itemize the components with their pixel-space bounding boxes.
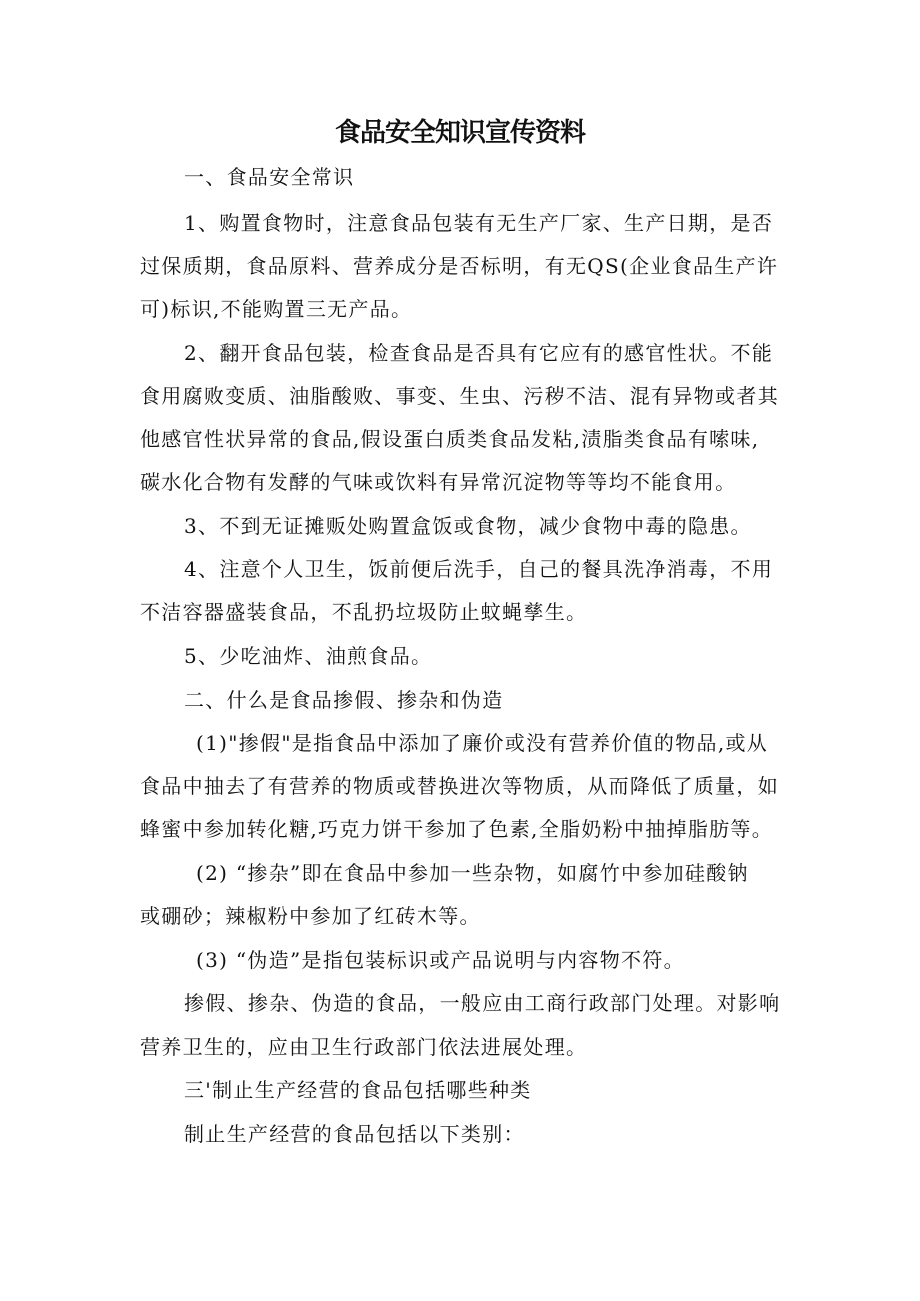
paragraph-line: 制止生产经营的食品包括以下类别：	[184, 1122, 525, 1146]
paragraph-line: 5、少吃油炸、油煎食品。	[184, 644, 433, 668]
paragraph-line: 蜂蜜中参加转化糖,巧克力饼干参加了色素,全脂奶粉中抽掉脂肪等。	[140, 817, 774, 841]
paragraph-line: 食品中抽去了有营养的物质或替换进次等物质，从而降低了质量，如	[140, 774, 779, 798]
paragraph-line: 过保质期，食品原料、营养成分是否标明，有无QS(企业食品生产许	[140, 254, 779, 278]
paragraph-line: (2) “掺杂”即在食品中参加一些杂物，如腐竹中参加硅酸钠	[196, 861, 749, 885]
section-heading-2: 二、什么是食品掺假、掺杂和伪造	[184, 688, 504, 712]
paragraph-line: 不洁容器盛装食品，不乱扔垃圾防止蚊蝇孳生。	[140, 600, 588, 624]
paragraph-line: 碳水化合物有发酵的气味或饮料有异常沉淀物等等均不能食用。	[140, 470, 737, 494]
paragraph-line: 4、注意个人卫生，饭前便后洗手，自己的餐具洗净消毒，不用	[184, 557, 774, 581]
paragraph-line: 营养卫生的，应由卫生行政部门依法进展处理。	[140, 1035, 588, 1059]
section-heading-1: 一、食品安全常识	[184, 165, 355, 189]
paragraph-line: 1、购置食物时，注意食品包装有无生产厂家、生产日期，是否	[184, 211, 774, 235]
paragraph-line: 掺假、掺杂、伪造的食品，一般应由工商行政部门处理。对影响	[184, 991, 781, 1015]
section-heading-3: 三'制止生产经营的食品包括哪些种类	[184, 1078, 532, 1102]
paragraph-line: 可)标识,不能购置三无产品。	[140, 297, 413, 321]
paragraph-line: 他感官性状异常的食品,假设蛋白质类食品发粘,渍脂类食品有嗦味,	[140, 427, 760, 451]
paragraph-line: (3) “伪造”是指包装标识或产品说明与内容物不符。	[196, 948, 685, 972]
paragraph-line: (1)"掺假"是指食品中添加了廉价或没有营养价值的物品,或从	[196, 731, 769, 755]
paragraph-line: 3、不到无证摊贩处购置盒饭或食物，减少食物中毒的隐患。	[184, 514, 752, 538]
paragraph-line: 或硼砂；辣椒粉中参加了红砖木等。	[140, 904, 481, 928]
paragraph-line: 2、翻开食品包装，检查食品是否具有它应有的感官性状。不能	[184, 341, 774, 365]
paragraph-line: 食用腐败变质、油脂酸败、事变、生虫、污秽不洁、混有异物或者其	[140, 384, 779, 408]
page-title: 食品安全知识宣传资料	[334, 118, 585, 148]
